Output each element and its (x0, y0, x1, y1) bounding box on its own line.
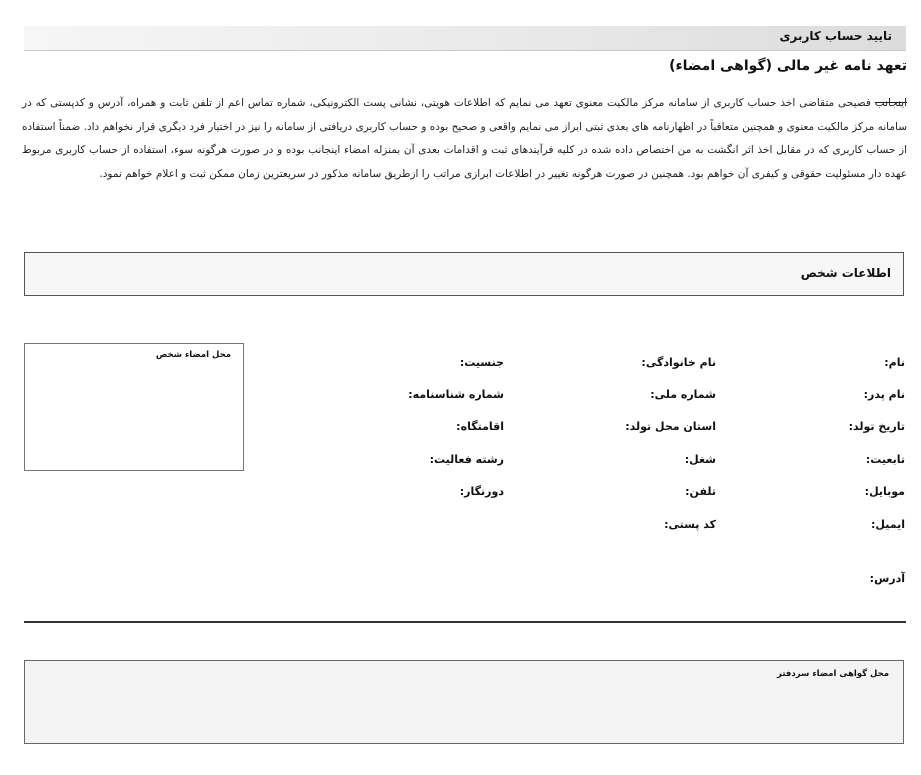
commitment-text (22, 92, 907, 186)
notary-signature-box (24, 660, 904, 744)
label-last-name: نام خانوادگی: (641, 356, 716, 369)
label-birth-date: تاریخ تولد: (848, 420, 905, 433)
document-subtitle: تعهد نامه غیر مالی (گواهی امضاء) (669, 58, 907, 74)
label-id-number: شماره شناسنامه: (408, 388, 504, 401)
struck-prefix: اینجانب (874, 97, 907, 109)
section-divider (24, 621, 906, 623)
signature-box (24, 343, 244, 471)
label-phone: تلفن: (685, 485, 716, 498)
label-nationality: تابعیت: (865, 453, 905, 466)
signature-box-label: محل امضاء شخص (155, 350, 231, 360)
label-address: آدرس: (869, 572, 905, 585)
label-job: شغل: (684, 453, 716, 466)
commitment-body: فصیحی متقاضی اخذ حساب کاربری از سامانه مرکز مالکیت معنوی تعهد می نمایم که اطلاعات هویتی، نشانی پست الکترونیکی، شماره تماس اعم از تلفن ثابت و همراه، آدرس و کدپستی که در سامانه مرکز مالکیت معنوی و همچنین متعاقباً در اظهارنامه های بعدی ثبتی ابراز می نمایم واقعی و صحیح بوده و حساب کاربری دریافتی از سامانه را نیز در اختیار فرد دیگری قرار نخواهم داد. ضمناً استفاده از حساب کاربری که در مقابل اخذ اثر انگشت به من اختصاص داده شده در کلیه فرآیندهای ثبت و اقدامات بعدی آن بمنزله امضاء اینجانب بوده و در صورت هرگونه سوء، استفاده از حساب کاربری مربوط عهده دار مسئولیت حقوقی و کیفری آن خواهم بود. همچنین در صورت هرگونه تغییر در اطلاعات ابرازی مراتب را ازطریق سامانه مذکور در سریعترین زمان ممکن ثبت و اعلام خواهم نمود. (22, 97, 907, 180)
label-national-code: شماره ملی: (650, 388, 716, 401)
label-father-name: نام پدر: (863, 388, 905, 401)
notary-box-label: محل گواهی امضاء سردفتر (777, 669, 889, 679)
label-mobile: موبایل: (864, 485, 905, 498)
label-email: ایمیل: (871, 518, 905, 531)
label-activity-field: رشته فعالیت: (429, 453, 504, 466)
label-fax: دورنگار: (459, 485, 504, 498)
label-gender: جنسیت: (459, 356, 504, 369)
label-residence: اقامتگاه: (456, 420, 504, 433)
label-birth-province: استان محل تولد: (625, 420, 716, 433)
label-first-name: نام: (884, 356, 905, 369)
section-title: اطلاعات شخص (800, 266, 891, 280)
page-title: تایید حساب کاربری (779, 29, 892, 43)
title-bar (24, 26, 906, 51)
person-info-section-header (24, 252, 904, 296)
label-postal-code: کد پستی: (664, 518, 716, 531)
